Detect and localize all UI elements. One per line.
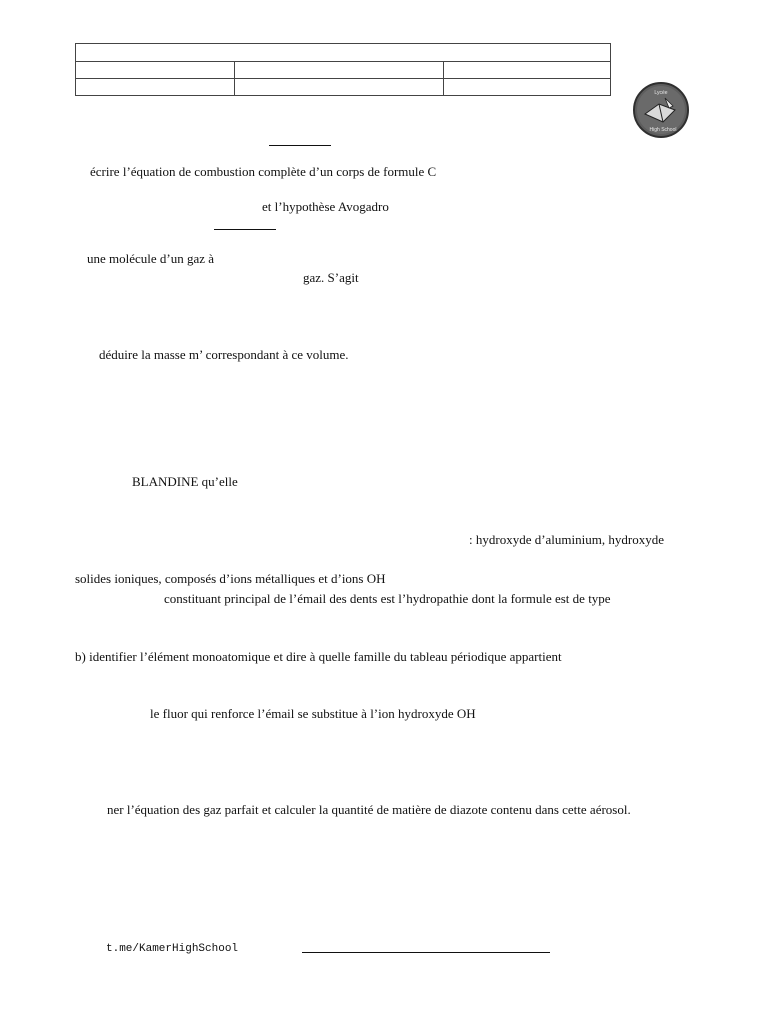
header-table-cell xyxy=(76,44,611,62)
footer-link[interactable]: t.me/KamerHighSchool xyxy=(106,943,239,955)
header-table-cell xyxy=(235,62,444,79)
text-line: BLANDINE qu’elle xyxy=(132,474,238,489)
header-table-cell xyxy=(235,79,444,96)
text-line: déduire la masse m’ correspondant à ce volume. xyxy=(99,347,349,362)
text-line: : hydroxyde d’aluminium, hydroxyde xyxy=(469,532,664,547)
header-table-cell xyxy=(76,79,235,96)
text-line: ner l’équation des gaz parfait et calculer la quantité de matière de diazote contenu dans cette aérosol. xyxy=(107,802,631,817)
svg-text:High School: High School xyxy=(649,127,677,133)
text-line: b) identifier l’élément monoatomique et dire à quelle famille du tableau périodique appartient xyxy=(75,649,562,664)
text-line: gaz. S’agit xyxy=(303,270,359,285)
school-logo-icon xyxy=(635,84,687,136)
header-table xyxy=(75,43,611,96)
text-line: et l’hypothèse Avogadro xyxy=(262,199,389,214)
text-line: solides ioniques, composés d’ions métalliques et d’ions OH xyxy=(75,571,386,586)
text-line: le fluor qui renforce l’émail se substitue à l’ion hydroxyde OH xyxy=(150,706,476,721)
svg-text:Lycée: Lycée xyxy=(654,90,668,96)
header-table-row xyxy=(76,79,611,96)
header-table-row xyxy=(76,62,611,79)
underline-rule xyxy=(269,145,331,146)
header-table-cell xyxy=(444,62,611,79)
header-table-cell xyxy=(444,79,611,96)
school-logo xyxy=(633,82,689,138)
text-line: constituant principal de l’émail des dents est l’hydropathie dont la formule est de type xyxy=(164,591,611,606)
text-line: une molécule d’un gaz à xyxy=(87,251,215,266)
header-table-row xyxy=(76,44,611,62)
text-line: écrire l’équation de combustion complète d’un corps de formule C xyxy=(90,164,437,179)
header-table-cell xyxy=(76,62,235,79)
underline-rule xyxy=(214,229,276,230)
footer-rule xyxy=(302,952,550,953)
